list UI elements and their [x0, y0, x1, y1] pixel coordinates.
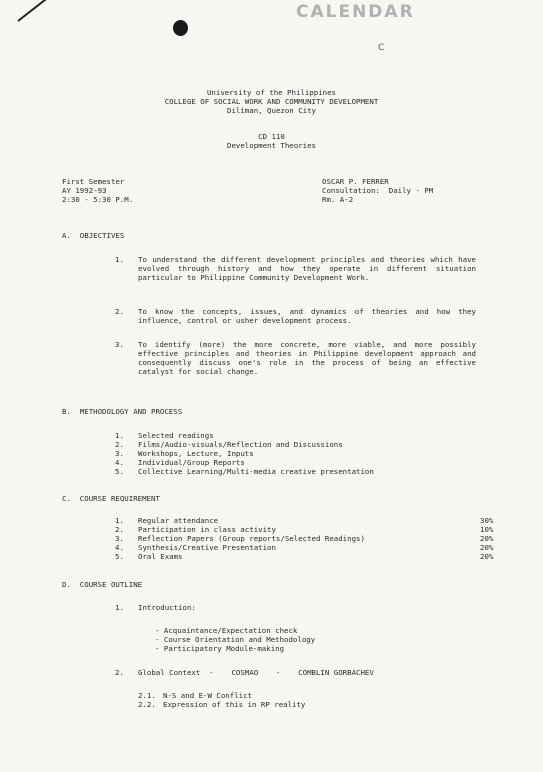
room: Rm. A-2: [322, 195, 354, 204]
requirement-item: Participation in class activity: [138, 525, 276, 534]
requirement-number: 5.: [115, 552, 124, 561]
outline-global-label: Global Context - COSMAO - COMBLIN GORBACHEV: [138, 668, 374, 677]
outline-subitem: - Course Orientation and Methodology: [155, 635, 316, 644]
academic-year: AY 1992-93: [62, 186, 107, 195]
list-item: Collective Learning/Multi-media creative presentation: [138, 467, 374, 476]
outline-item-number: 2.: [115, 668, 124, 677]
course-code: CD 110: [258, 132, 285, 141]
requirement-percent: 20%: [480, 534, 494, 543]
objective-number: 2.: [115, 307, 124, 316]
objective-number: 3.: [115, 340, 124, 349]
requirement-number: 3.: [115, 534, 124, 543]
requirement-percent: 20%: [480, 543, 494, 552]
semester: First Semester: [62, 177, 125, 186]
requirement-number: 2.: [115, 525, 124, 534]
requirement-item: Oral Exams: [138, 552, 183, 561]
requirement-item: Regular attendance: [138, 516, 219, 525]
list-item-number: 1.: [115, 431, 124, 440]
outline-subitem: - Acquaintance/Expectation check: [155, 626, 298, 635]
outline-heading: D. COURSE OUTLINE: [62, 580, 143, 589]
list-item: Films/Audio-visuals/Reflection and Discussions: [138, 440, 343, 449]
objectives-heading: A. OBJECTIVES: [62, 231, 125, 240]
pen-stroke-mark: [17, 0, 51, 22]
outline-subitem: Expression of this in RP reality: [163, 700, 306, 709]
list-item: Selected readings: [138, 431, 214, 440]
objective-text: To understand the different development principles and theories which have evolved through history and how they operate in different situation particular to Philippine Community Development Work.: [138, 255, 476, 282]
instructor-name: OSCAR P. FERRER: [322, 177, 389, 186]
course-title: Development Theories: [227, 141, 316, 150]
outline-subitem-number: 2.1.: [138, 691, 156, 700]
list-item-number: 5.: [115, 467, 124, 476]
requirement-percent: 20%: [480, 552, 494, 561]
outline-subitem: - Participatory Module-making: [155, 644, 285, 653]
requirement-percent: 30%: [480, 516, 494, 525]
requirement-percent: 10%: [480, 525, 494, 534]
objective-text: To know the concepts, issues, and dynamics of theories and how they influence, control or usher development process.: [138, 307, 476, 325]
list-item: Individual/Group Reports: [138, 458, 245, 467]
requirement-item: Reflection Papers (Group reports/Selected Readings): [138, 534, 365, 543]
methodology-heading: B. METHODOLOGY AND PROCESS: [62, 407, 183, 416]
objective-number: 1.: [115, 255, 124, 264]
list-item-number: 3.: [115, 449, 124, 458]
university-name: University of the Philippines: [206, 88, 337, 97]
ink-blot: [173, 20, 188, 36]
consultation-hours: Consultation: Daily - PM: [322, 186, 434, 195]
objective-text: To identify (more) the more concrete, more viable, and more possibly effective principles and theories in Philippine development approach and consequently discuss one's role in the process of being an effective catalyst for social change.: [138, 340, 476, 376]
calendar-stamp: CALENDAR: [296, 2, 415, 22]
college-name: COLLEGE OF SOCIAL WORK AND COMMUNITY DEVELOPMENT: [164, 97, 379, 106]
list-item-number: 4.: [115, 458, 124, 467]
outline-subitem-number: 2.2.: [138, 700, 156, 709]
requirement-item: Synthesis/Creative Presentation: [138, 543, 276, 552]
outline-item-number: 1.: [115, 603, 124, 612]
requirements-heading: C. COURSE REQUIREMENT: [62, 494, 160, 503]
requirement-number: 4.: [115, 543, 124, 552]
list-item: Workshops, Lecture, Inputs: [138, 449, 254, 458]
class-time: 2:30 - 5:30 P.M.: [62, 195, 134, 204]
location: Diliman, Quezon City: [227, 106, 316, 115]
outline-intro-label: Introduction:: [138, 603, 196, 612]
list-item-number: 2.: [115, 440, 124, 449]
requirement-number: 1.: [115, 516, 124, 525]
stamp-mark: C: [378, 43, 385, 53]
outline-subitem: N-S and E-W Conflict: [163, 691, 252, 700]
